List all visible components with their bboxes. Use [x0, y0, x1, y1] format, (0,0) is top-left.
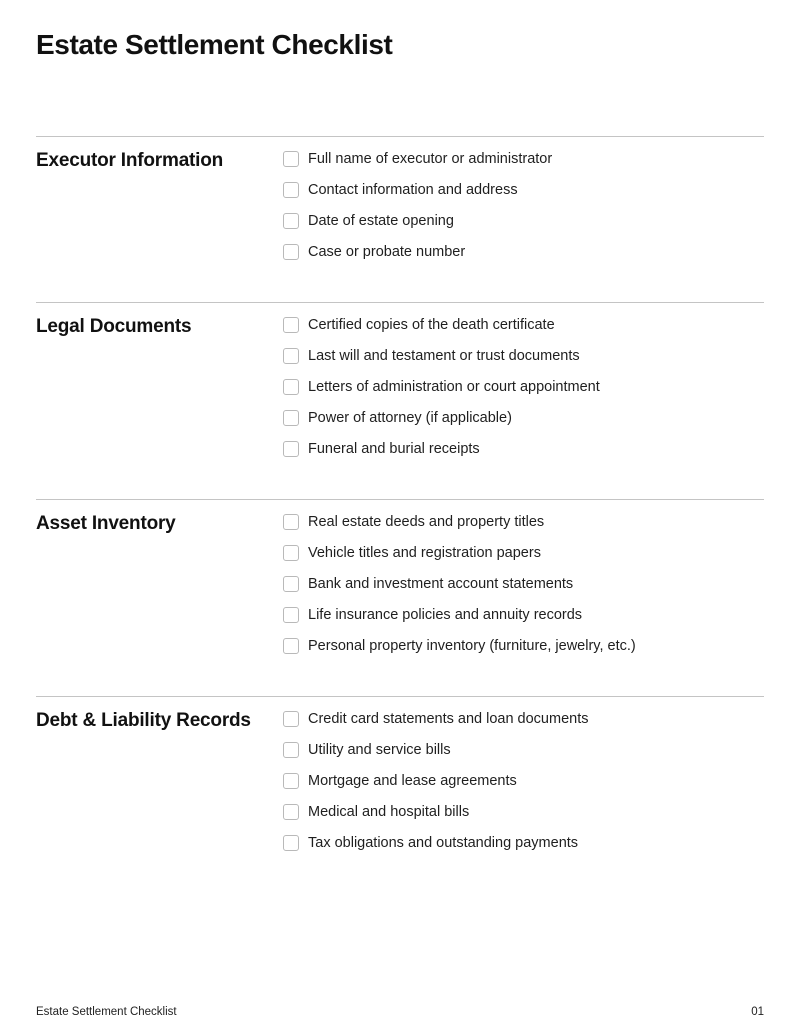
section-items	[283, 513, 764, 655]
sections-container	[36, 136, 764, 893]
checkbox[interactable]	[283, 545, 299, 561]
checklist-item-label: Power of attorney (if applicable)	[308, 409, 512, 426]
checkbox[interactable]	[283, 379, 299, 395]
checkbox[interactable]	[283, 773, 299, 789]
checkbox[interactable]	[283, 514, 299, 530]
checklist-item	[283, 606, 764, 624]
checklist-item	[283, 440, 764, 458]
checkbox[interactable]	[283, 804, 299, 820]
checklist-item	[283, 772, 764, 790]
checklist-item	[283, 378, 764, 396]
checkbox[interactable]	[283, 638, 299, 654]
checkbox[interactable]	[283, 576, 299, 592]
checklist-item	[283, 409, 764, 427]
checklist-item-label: Funeral and burial receipts	[308, 440, 480, 457]
checklist-item-label: Contact information and address	[308, 181, 518, 198]
checklist-item-label: Credit card statements and loan documents	[308, 710, 589, 727]
checklist-item	[283, 212, 764, 230]
checklist-item	[283, 741, 764, 759]
checkbox[interactable]	[283, 742, 299, 758]
checklist-item-label: Personal property inventory (furniture, jewelry, etc.)	[308, 637, 636, 654]
page-footer	[36, 1005, 764, 1019]
checklist-item	[283, 513, 764, 531]
checklist-item	[283, 243, 764, 261]
checklist-item	[283, 347, 764, 365]
checklist-item	[283, 181, 764, 199]
checklist-item-label: Tax obligations and outstanding payments	[308, 834, 579, 851]
checklist-item-label: Real estate deeds and property titles	[308, 513, 545, 530]
section-heading: Executor Information	[36, 149, 224, 171]
section-items	[283, 150, 764, 261]
checklist-item-label: Letters of administration or court appointment	[308, 378, 600, 395]
checklist-item-label: Utility and service bills	[308, 741, 451, 758]
checklist-item	[283, 710, 764, 728]
checkbox[interactable]	[283, 317, 299, 333]
checklist-item	[283, 834, 764, 852]
checkbox[interactable]	[283, 835, 299, 851]
checkbox[interactable]	[283, 711, 299, 727]
section-executor-information	[36, 136, 764, 302]
checkbox[interactable]	[283, 348, 299, 364]
checklist-item-label: Bank and investment account statements	[308, 575, 574, 592]
section-asset-inventory	[36, 499, 764, 696]
checkbox[interactable]	[283, 213, 299, 229]
checklist-item-label: Full name of executor or administrator	[308, 150, 553, 167]
checklist-item-label: Mortgage and lease agreements	[308, 772, 517, 789]
section-legal-documents	[36, 302, 764, 499]
checkbox[interactable]	[283, 441, 299, 457]
checkbox[interactable]	[283, 244, 299, 260]
checklist-item-label: Life insurance policies and annuity records	[308, 606, 583, 623]
footer-page-number: 01	[751, 1006, 764, 1018]
checklist-item-label: Last will and testament or trust documents	[308, 347, 580, 364]
checklist-item-label: Certified copies of the death certificate	[308, 316, 555, 333]
checkbox[interactable]	[283, 607, 299, 623]
checklist-item	[283, 150, 764, 168]
checklist-item	[283, 544, 764, 562]
checkbox[interactable]	[283, 410, 299, 426]
checkbox[interactable]	[283, 182, 299, 198]
checklist-item	[283, 803, 764, 821]
section-heading: Debt & Liability Records	[36, 709, 251, 731]
section-heading: Legal Documents	[36, 315, 192, 337]
page-title: Estate Settlement Checklist	[36, 29, 393, 60]
section-heading: Asset Inventory	[36, 512, 176, 534]
checklist-item	[283, 575, 764, 593]
checklist-item-label: Medical and hospital bills	[308, 803, 470, 820]
section-debt-liability-records	[36, 696, 764, 893]
checkbox[interactable]	[283, 151, 299, 167]
checklist-item-label: Date of estate opening	[308, 212, 454, 229]
section-items	[283, 710, 764, 852]
checklist-item-label: Case or probate number	[308, 243, 466, 260]
section-items	[283, 316, 764, 458]
footer-document-title: Estate Settlement Checklist	[36, 1006, 177, 1018]
checklist-item	[283, 637, 764, 655]
checklist-item-label: Vehicle titles and registration papers	[308, 544, 541, 561]
checklist-item	[283, 316, 764, 334]
